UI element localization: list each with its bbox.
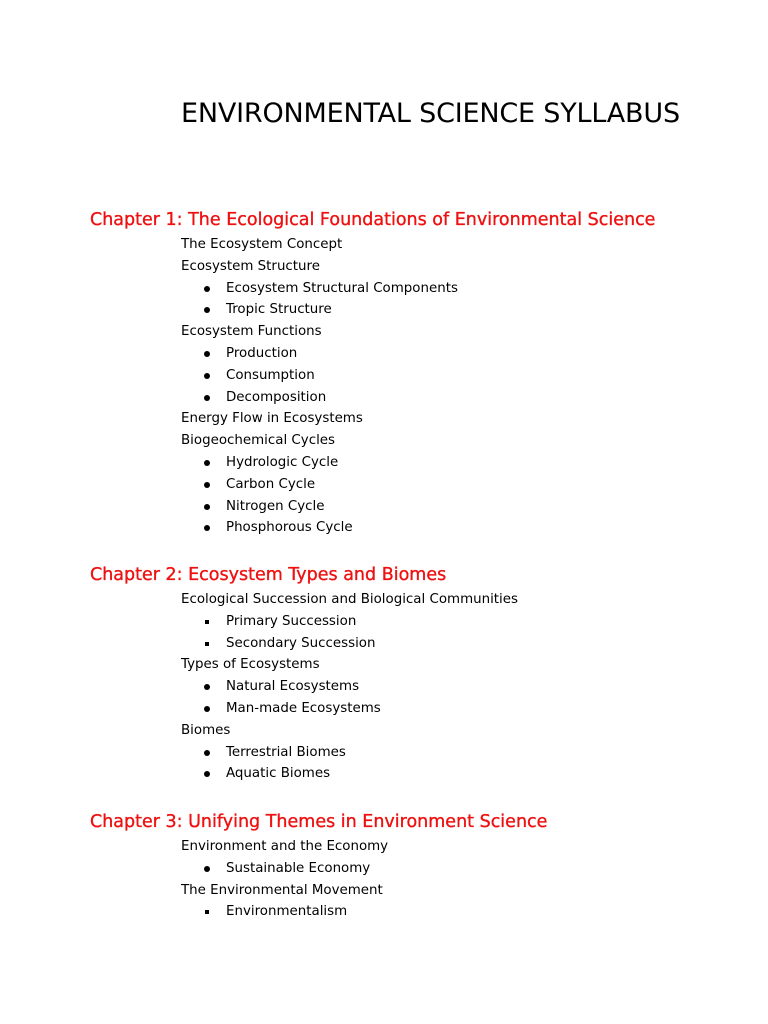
topic-item [0, 589, 768, 611]
chapter-topic-list [0, 589, 768, 785]
topic-item [0, 720, 768, 742]
chapter-topic-list [0, 836, 768, 923]
bullet-item [0, 452, 768, 474]
bullet-item [0, 496, 768, 518]
topic-text: Tropic Structure [226, 302, 332, 318]
chapter-2 [0, 562, 768, 785]
bullet-item [0, 763, 768, 785]
topic-text: Ecosystem Functions [181, 324, 322, 340]
topic-text: Secondary Succession [226, 635, 376, 651]
topic-item [0, 234, 768, 256]
chapter-heading: Chapter 2: Ecosystem Types and Biomes [90, 565, 447, 585]
topic-text: Production [226, 345, 298, 361]
bullet-item [0, 676, 768, 698]
bullet-item [0, 633, 768, 655]
topic-text: Carbon Cycle [226, 476, 316, 492]
bullet-item [0, 858, 768, 880]
bullet-item [0, 611, 768, 633]
bullet-item [0, 387, 768, 409]
topic-text: Hydrologic Cycle [226, 454, 339, 470]
bullet-item [0, 517, 768, 539]
chapter-heading: Chapter 3: Unifying Themes in Environment Science [90, 812, 548, 832]
topic-item [0, 654, 768, 676]
topic-text: Consumption [226, 367, 315, 383]
chapter-1 [0, 207, 768, 539]
bullet-item [0, 343, 768, 365]
bullet-item [0, 901, 768, 923]
topic-text: Biogeochemical Cycles [181, 433, 335, 449]
bullet-item [0, 698, 768, 720]
topic-text: Ecosystem Structure [181, 258, 320, 274]
topic-text: Energy Flow in Ecosystems [181, 411, 363, 427]
bullet-item [0, 365, 768, 387]
topic-item [0, 321, 768, 343]
topic-text: Types of Ecosystems [181, 657, 320, 673]
topic-text: Biomes [181, 722, 231, 738]
topic-text: Environmentalism [226, 904, 348, 920]
topic-text: Terrestrial Biomes [226, 744, 346, 760]
topic-item [0, 430, 768, 452]
chapter-heading: Chapter 1: The Ecological Foundations of Environmental Science [90, 210, 656, 230]
topic-item [0, 880, 768, 902]
topic-text: Man-made Ecosystems [226, 700, 381, 716]
topic-text: Ecological Succession and Biological Communities [181, 592, 518, 607]
bullet-item [0, 299, 768, 321]
topic-text: Natural Ecosystems [226, 679, 360, 695]
document-title: ENVIRONMENTAL SCIENCE SYLLABUS [181, 98, 680, 129]
topic-text: The Environmental Movement [181, 882, 383, 898]
bullet-item [0, 474, 768, 496]
topic-text: Sustainable Economy [226, 860, 371, 876]
topic-text: Decomposition [226, 389, 327, 405]
topic-text: Phosphorous Cycle [226, 520, 353, 536]
chapter-3 [0, 809, 768, 923]
bullet-item [0, 742, 768, 764]
topic-text: Aquatic Biomes [226, 766, 331, 782]
topic-text: Primary Succession [226, 613, 357, 629]
topic-item [0, 836, 768, 858]
topic-item [0, 408, 768, 430]
topic-text: Environment and the Economy [181, 839, 389, 854]
bullet-item [0, 278, 768, 300]
topic-text: Nitrogen Cycle [226, 498, 325, 514]
chapter-topic-list [0, 234, 768, 539]
topic-text: The Ecosystem Concept [181, 237, 343, 252]
topic-item [0, 256, 768, 278]
topic-text: Ecosystem Structural Components [226, 280, 458, 296]
